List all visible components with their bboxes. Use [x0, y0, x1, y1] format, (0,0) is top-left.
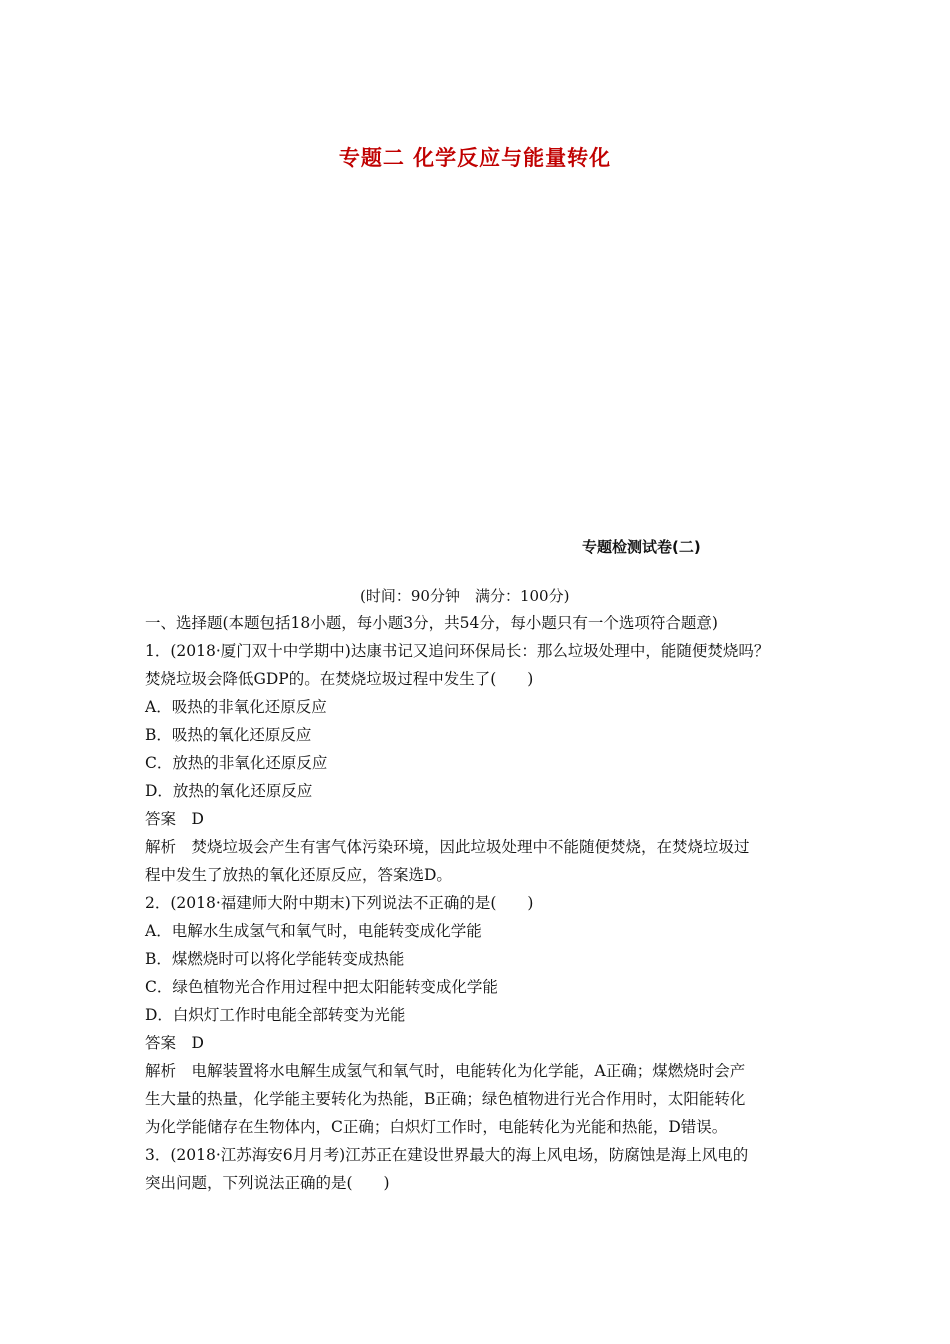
exam-title: 专题检测试卷(二): [582, 538, 701, 556]
question-stem-line: 突出问题，下列说法正确的是( ): [145, 1174, 390, 1192]
section-heading: 一、选择题(本题包括18小题，每小题3分，共54分，每小题只有一个选项符合题意): [145, 614, 718, 632]
option-a: A．吸热的非氧化还原反应: [145, 698, 327, 716]
option-d: D．白炽灯工作时电能全部转变为光能: [145, 1006, 406, 1024]
analysis-line: 为化学能储存在生物体内，C正确；白炽灯工作时，电能转化为光能和热能，D错误。: [145, 1118, 728, 1136]
option-d: D．放热的氧化还原反应: [145, 782, 313, 800]
analysis-line: 程中发生了放热的氧化还原反应，答案选D。: [145, 866, 452, 884]
answer: 答案 D: [145, 810, 204, 828]
analysis-line: 生大量的热量，化学能主要转化为热能，B正确；绿色植物进行光合作用时，太阳能转化: [145, 1090, 746, 1108]
option-b: B．煤燃烧时可以将化学能转变成热能: [145, 950, 405, 968]
question-stem-line: 1．(2018·厦门双十中学期中)达康书记又追问环保局长：那么垃圾处理中，能随便焚烧吗？: [145, 642, 770, 660]
option-a: A．电解水生成氢气和氧气时，电能转变成化学能: [145, 922, 482, 940]
question-2: [145, 889, 815, 1141]
question-stem-line: 3．(2018·江苏海安6月月考)江苏正在建设世界最大的海上风电场，防腐蚀是海上风电的: [145, 1146, 749, 1164]
exam-time-info: (时间：90分钟 满分：100分): [360, 587, 570, 605]
option-c: C．绿色植物光合作用过程中把太阳能转变成化学能: [145, 978, 498, 996]
answer: 答案 D: [145, 1034, 204, 1052]
page-title: 专题二 化学反应与能量转化: [338, 146, 612, 170]
option-c: C．放热的非氧化还原反应: [145, 754, 328, 772]
question-3: [145, 1141, 815, 1197]
question-1: [145, 637, 815, 889]
question-stem-line: 2．(2018·福建师大附中期末)下列说法不正确的是( ): [145, 894, 534, 912]
analysis-line: 解析 焚烧垃圾会产生有害气体污染环境，因此垃圾处理中不能随便焚烧，在焚烧垃圾过: [145, 838, 750, 856]
analysis-line: 解析 电解装置将水电解生成氢气和氧气时，电能转化为化学能，A正确；煤燃烧时会产: [145, 1062, 746, 1080]
question-stem-line: 焚烧垃圾会降低GDP的。在焚烧垃圾过程中发生了( ): [145, 670, 534, 688]
option-b: B．吸热的氧化还原反应: [145, 726, 312, 744]
question-content: [145, 609, 815, 1197]
